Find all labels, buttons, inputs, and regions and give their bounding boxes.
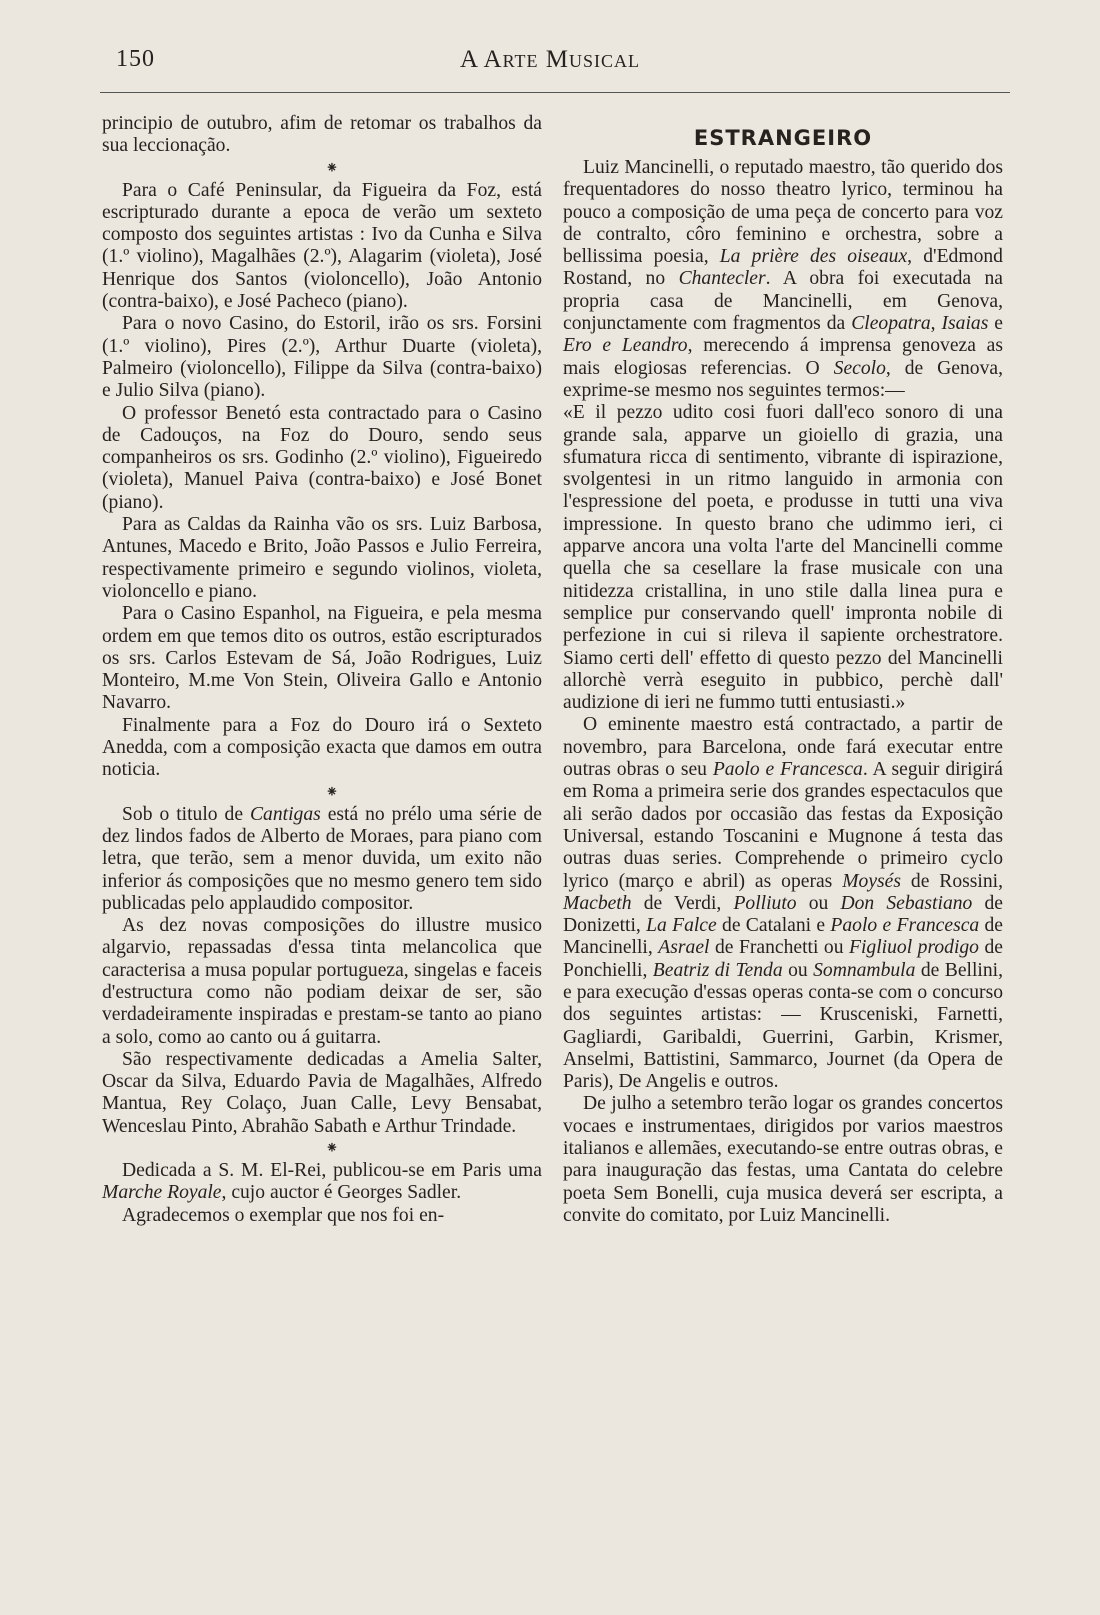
running-title: A Arte Musical (460, 46, 640, 73)
paragraph-concertos: De julho a setembro terão logar os grandes concertos vocaes e instrumentaes, dirigidos por varios maestros italianos e allemães, executando-se entre outras obras, e para inauguração das festas, uma Cantata do celebre poeta Sem Bonelli, cuja musica deverá ser escripta, a convite do comitato, por Luiz Mancinelli. (563, 1093, 1003, 1226)
paragraph-continuation: principio de outubro, afim de retomar os trabalhos da sua leccionação. (102, 113, 542, 157)
paragraph-casino-espanhol: Para o Casino Espanhol, na Figueira, e pela mesma ordem em que temos dito os outros, estão escripturados os srs. Carlos Estevam de Sá, João Rodrigues, Luiz Monteiro, M.me Von Stein, Oliveira Gallo e Antonio Navarro. (102, 603, 542, 714)
section-ornament: ⁕ (325, 159, 339, 177)
paragraph-mancinelli: Luiz Mancinelli, o reputado maestro, tão querido dos frequentadores do nosso theatro lyrico, terminou ha pouco a composição de uma peça de concerto para voz de contralto, côro feminino e orchestra, sobre a bellissima poesia, La prière des oiseaux, d'Edmond Rostand, no Chantecler. A obra foi executada na propria casa de Mancinelli, em Genova, conjunctamente com fragmentos da Cleopatra, Isaias e Ero e Leandro, merecendo á imprensa genoveza as mais elogiosas referencias. O Secolo, de Genova, exprime-se mesmo nos seguintes termos:— (563, 157, 1003, 401)
section-ornament: ⁕ (325, 783, 339, 801)
paragraph-casino-estoril: Para o novo Casino, do Estoril, irão os srs. Forsini (1.º violino), Pires (2.º), Arthur Duarte (violeta), Palmeiro (violoncello), Filippe da Silva (contra-baixo) e Julio Silva (piano). (102, 313, 542, 402)
paragraph-barcelona-roma: O eminente maestro está contractado, a partir de novembro, para Barcelona, onde fará executar entre outras obras o seu Paolo e Francesca. A seguir dirigirá em Roma a primeira serie dos grandes espectaculos que ali serão dados por occasião das festas da Exposição Universal, estando Toscanini e Mugnone á testa das outras duas series. Comprehende o primeiro cyclo lyrico (março e abril) as operas Moysés de Rossini, Macbeth de Verdi, Polliuto ou Don Sebastiano de Donizetti, La Falce de Catalani e Paolo e Francesca de Mancinelli, Asrael de Franchetti ou Figliuol prodigo de Ponchielli, Beatriz di Tenda ou Somnambula de Bellini, e para execução d'essas operas conta-se com o concurso dos seguintes artistas: — Krusceniski, Farnetti, Gagliardi, Garibaldi, Guerrini, Garbin, Krismer, Anselmi, Battistini, Sammarco, Journet (da Opera de Paris), De Angelis e outros. (563, 714, 1003, 1093)
header-rule (100, 92, 1010, 93)
paragraph-italian-quote: «E il pezzo udito cosi fuori dall'eco sonoro di una grande sala, apparve un gioiello di grazia, una sfumatura ricca di sentimento, vibrante di ispirazione, svolgentesi in un ritmo languido in armonia con l'espressione del poeta, e produsse in tutti una viva impressione. In questo brano che udimmo ieri, ci apparve ancora una volta l'arte del Mancinelli comme quella che sa cesellare la frase musicale con una nitidezza cristallina, in uno stile dalla linea pura e semplice pur conservando quell' impronta nobile di perfezione in cui si rileva il sapiente orchestratore. Siamo certi dell' effetto di questo pezzo del Mancinelli allorchè verrà eseguito in pubbico, perchè dall' audizione di ieri ne fummo tutti entusiasti.» (563, 402, 1003, 714)
paragraph-foz-douro: Finalmente para a Foz do Douro irá o Sexteto Anedda, com a composição exacta que damos em outra noticia. (102, 714, 542, 781)
page-number: 150 (116, 46, 155, 72)
paragraph-marche-royale: Dedicada a S. M. El-Rei, publicou-se em Paris uma Marche Royale, cujo auctor é Georges Sadler. (102, 1160, 542, 1204)
right-column (563, 125, 1003, 1227)
paragraph-agradecimento: Agradecemos o exemplar que nos foi en- (122, 1204, 445, 1226)
paragraph-casino-cadoucos: O professor Benetó esta contractado para o Casino de Cadouços, na Foz do Douro, sendo seus companheiros os srs. Godinho (2.º violino), Figueiredo (violeta), Manuel Paiva (contra-baixo) e José Bonet (piano). (102, 402, 542, 513)
paragraph-dedicatorias: São respectivamente dedicadas a Amelia Salter, Oscar da Silva, Eduardo Pavia de Magalhães, Alfredo Mantua, Rey Colaço, Juan Calle, Levy Bensabat, Wenceslau Pinto, Abrahão Sabath e Arthur Trindade. (102, 1048, 542, 1137)
paragraph-cantigas: Sob o titulo de Cantigas está no prélo uma série de dez lindos fados de Alberto de Moraes, para piano com letra, que terão, sem a menor duvida, um exito não inferior ás composições que no mesmo genero tem sido publicadas pelo applaudido compositor. (102, 803, 542, 914)
paragraph-cafe-peninsular: Para o Café Peninsular, da Figueira da Foz, está escripturado durante a epoca de verão um sexteto composto dos seguintes artistas : Ivo da Cunha e Silva (1.º violino), Magalhães (2.º), Alagarim (violeta), José Henrique dos Santos (violoncello), João Antonio (contra-baixo), e José Pacheco (piano). (102, 179, 542, 313)
left-column (102, 113, 542, 1227)
section-heading-estrangeiro: ESTRANGEIRO (693, 126, 873, 150)
paragraph-dez-composicoes: As dez novas composições do illustre musico algarvio, repassadas d'essa tinta melancolica que caracterisa a musa popular portugueza, singelas e faceis d'estructura como não podiam deixar de ser, são verdadeiramente inspiradas e prestam-se tanto ao piano a solo, como ao canto ou á guitarra. (102, 915, 542, 1048)
paragraph-caldas-rainha: Para as Caldas da Rainha vão os srs. Luiz Barbosa, Antunes, Macedo e Brito, João Passos e Julio Ferreira, respectivamente primeiro e segundo violinos, violeta, violoncello e piano. (102, 514, 542, 602)
section-ornament: ⁕ (325, 1140, 339, 1158)
